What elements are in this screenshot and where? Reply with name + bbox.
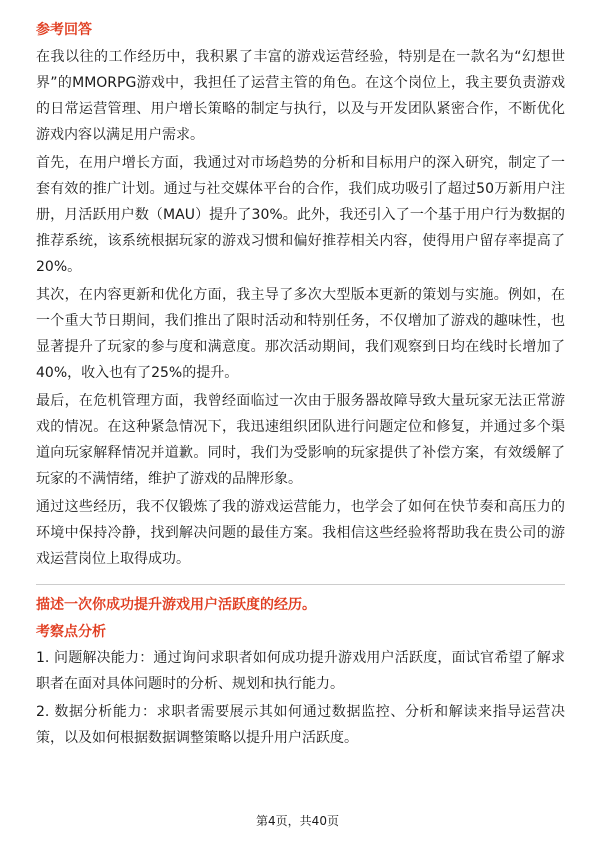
answer-paragraph: 首先，在用户增长方面，我通过对市场趋势的分析和目标用户的深入研究，制定了一套有效的推广计划。通过与社交媒体平台的合作，我们成功吸引了超过50万新用户注册，月活跃用户数（MAU）提升了30%。此外，我还引入了一个基于用户行为数据的推荐系统，该系统根据玩家的游戏习惯和偏好推荐相关内容，使得用户留存率提高了20%。 [36, 155, 565, 275]
analysis-item: 1. 问题解决能力：通过询问求职者如何成功提升游戏用户活跃度，面试官希望了解求职者在面对具体问题时的分析、规划和执行能力。 [36, 650, 565, 692]
question-title: 描述一次你成功提升游戏用户活跃度的经历。 [36, 597, 316, 613]
page-content [36, 20, 565, 753]
answer-heading: 参考回答 [36, 22, 92, 38]
answer-paragraph: 在我以往的工作经历中，我积累了丰富的游戏运营经验，特别是在一款名为“幻想世界”的MMORPG游戏中，我担任了运营主管的角色。在这个岗位上，我主要负责游戏的日常运营管理、用户增长策略的制定与执行，以及与开发团队紧密合作，不断优化游戏内容以满足用户需求。 [36, 49, 565, 143]
analysis-item: 2. 数据分析能力：求职者需要展示其如何通过数据监控、分析和解读来指导运营决策，以及如何根据数据调整策略以提升用户活跃度。 [36, 704, 565, 746]
answer-paragraph: 最后，在危机管理方面，我曾经面临过一次由于服务器故障导致大量玩家无法正常游戏的情况。在这种紧急情况下，我迅速组织团队进行问题定位和修复，并通过多个渠道向玩家解释情况并道歉。同时，我们为受影响的玩家提供了补偿方案，有效缓解了玩家的不满情绪，维护了游戏的品牌形象。 [36, 393, 565, 487]
answer-paragraph: 通过这些经历，我不仅锻炼了我的游戏运营能力，也学会了如何在快节奏和高压力的环境中保持冷静，找到解决问题的最佳方案。我相信这些经验将帮助我在贵公司的游戏运营岗位上取得成功。 [36, 499, 565, 567]
analysis-heading: 考察点分析 [36, 624, 106, 640]
page-number: 第4页，共40页 [256, 814, 339, 828]
section-divider [36, 584, 565, 585]
answer-paragraph: 其次，在内容更新和优化方面，我主导了多次大型版本更新的策划与实施。例如，在一个重大节日期间，我们推出了限时活动和特别任务，不仅增加了游戏的趣味性，也显著提升了玩家的参与度和满意度。那次活动期间，我们观察到日均在线时长增加了40%，收入也有了25%的提升。 [36, 287, 565, 381]
